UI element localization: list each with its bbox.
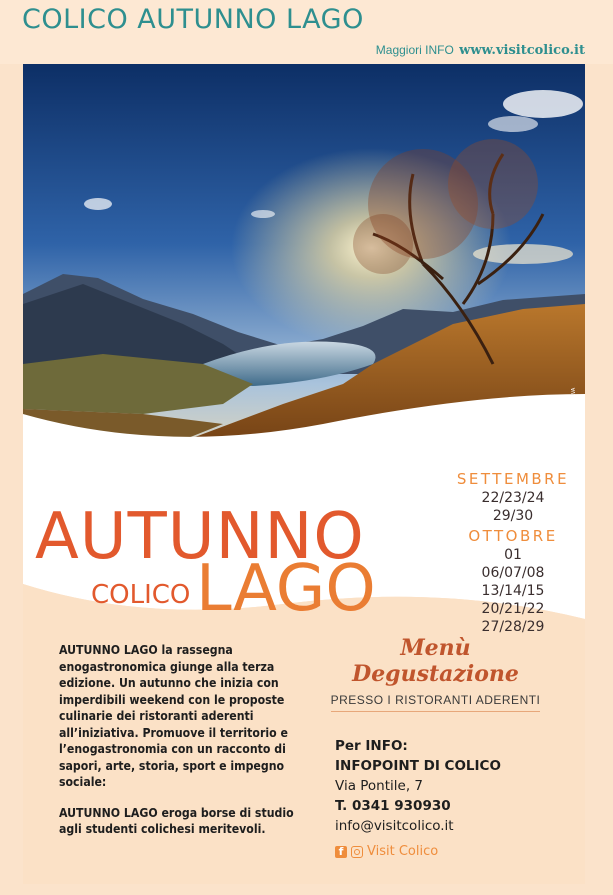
date-line: 01: [504, 547, 522, 563]
description-paragraph: AUTUNNO LAGO eroga borse di studio agli studenti colichesi meritevoli.: [59, 805, 294, 836]
logo-colico: COLICO: [91, 580, 191, 610]
website-link[interactable]: www.visitcolico.it: [459, 43, 585, 58]
page-title: COLICO AUTUNNO LAGO: [22, 4, 364, 35]
info-label: Per INFO:: [335, 738, 408, 754]
info-phone: T. 0341 930930: [335, 798, 451, 814]
header-bar: [0, 0, 613, 64]
date-line: 20/21/22: [481, 601, 545, 617]
month-september: SETTEMBRE: [456, 470, 570, 488]
social-handle[interactable]: Visit Colico: [367, 844, 439, 859]
menu-title: Menù Degustazione: [352, 635, 519, 687]
date-line: 29/30: [492, 508, 534, 524]
description-paragraph: AUTUNNO LAGO la rassegna enogastronomica giunge alla terza edizione. Un autunno che inizia con imperdibili weekend con le proposte culinarie dei ristoranti aderenti all’iniziativa. Promuove il territorio e l’enogastronomia con un racconto di sapori, arte, storia, sport e impegno sociale:: [59, 643, 288, 789]
date-line: 06/07/08: [481, 565, 545, 581]
info-email[interactable]: info@visitcolico.it: [335, 818, 454, 834]
date-line: 13/14/15: [481, 583, 545, 599]
event-dates: [443, 468, 583, 636]
logo-autunno: AUTUNNO: [35, 500, 365, 574]
event-description: [59, 642, 294, 852]
menu-section: [323, 635, 548, 712]
month-october: OTTOBRE: [468, 527, 558, 545]
info-address: Via Pontile, 7: [335, 778, 424, 794]
date-line: 27/28/29: [481, 619, 545, 635]
contact-info: [335, 736, 501, 862]
info-office: INFOPOINT DI COLICO: [335, 758, 501, 774]
poster: [23, 64, 585, 884]
instagram-icon[interactable]: [351, 846, 363, 858]
more-info: [376, 43, 585, 58]
logo-lago: LAGO: [196, 552, 376, 626]
more-info-label: Maggiori INFO: [375, 43, 454, 57]
date-line: 22/23/24: [481, 490, 545, 506]
social-links[interactable]: [335, 842, 501, 862]
menu-subtitle: PRESSO I RISTORANTI ADERENTI: [331, 693, 541, 712]
facebook-icon[interactable]: f: [335, 846, 347, 858]
